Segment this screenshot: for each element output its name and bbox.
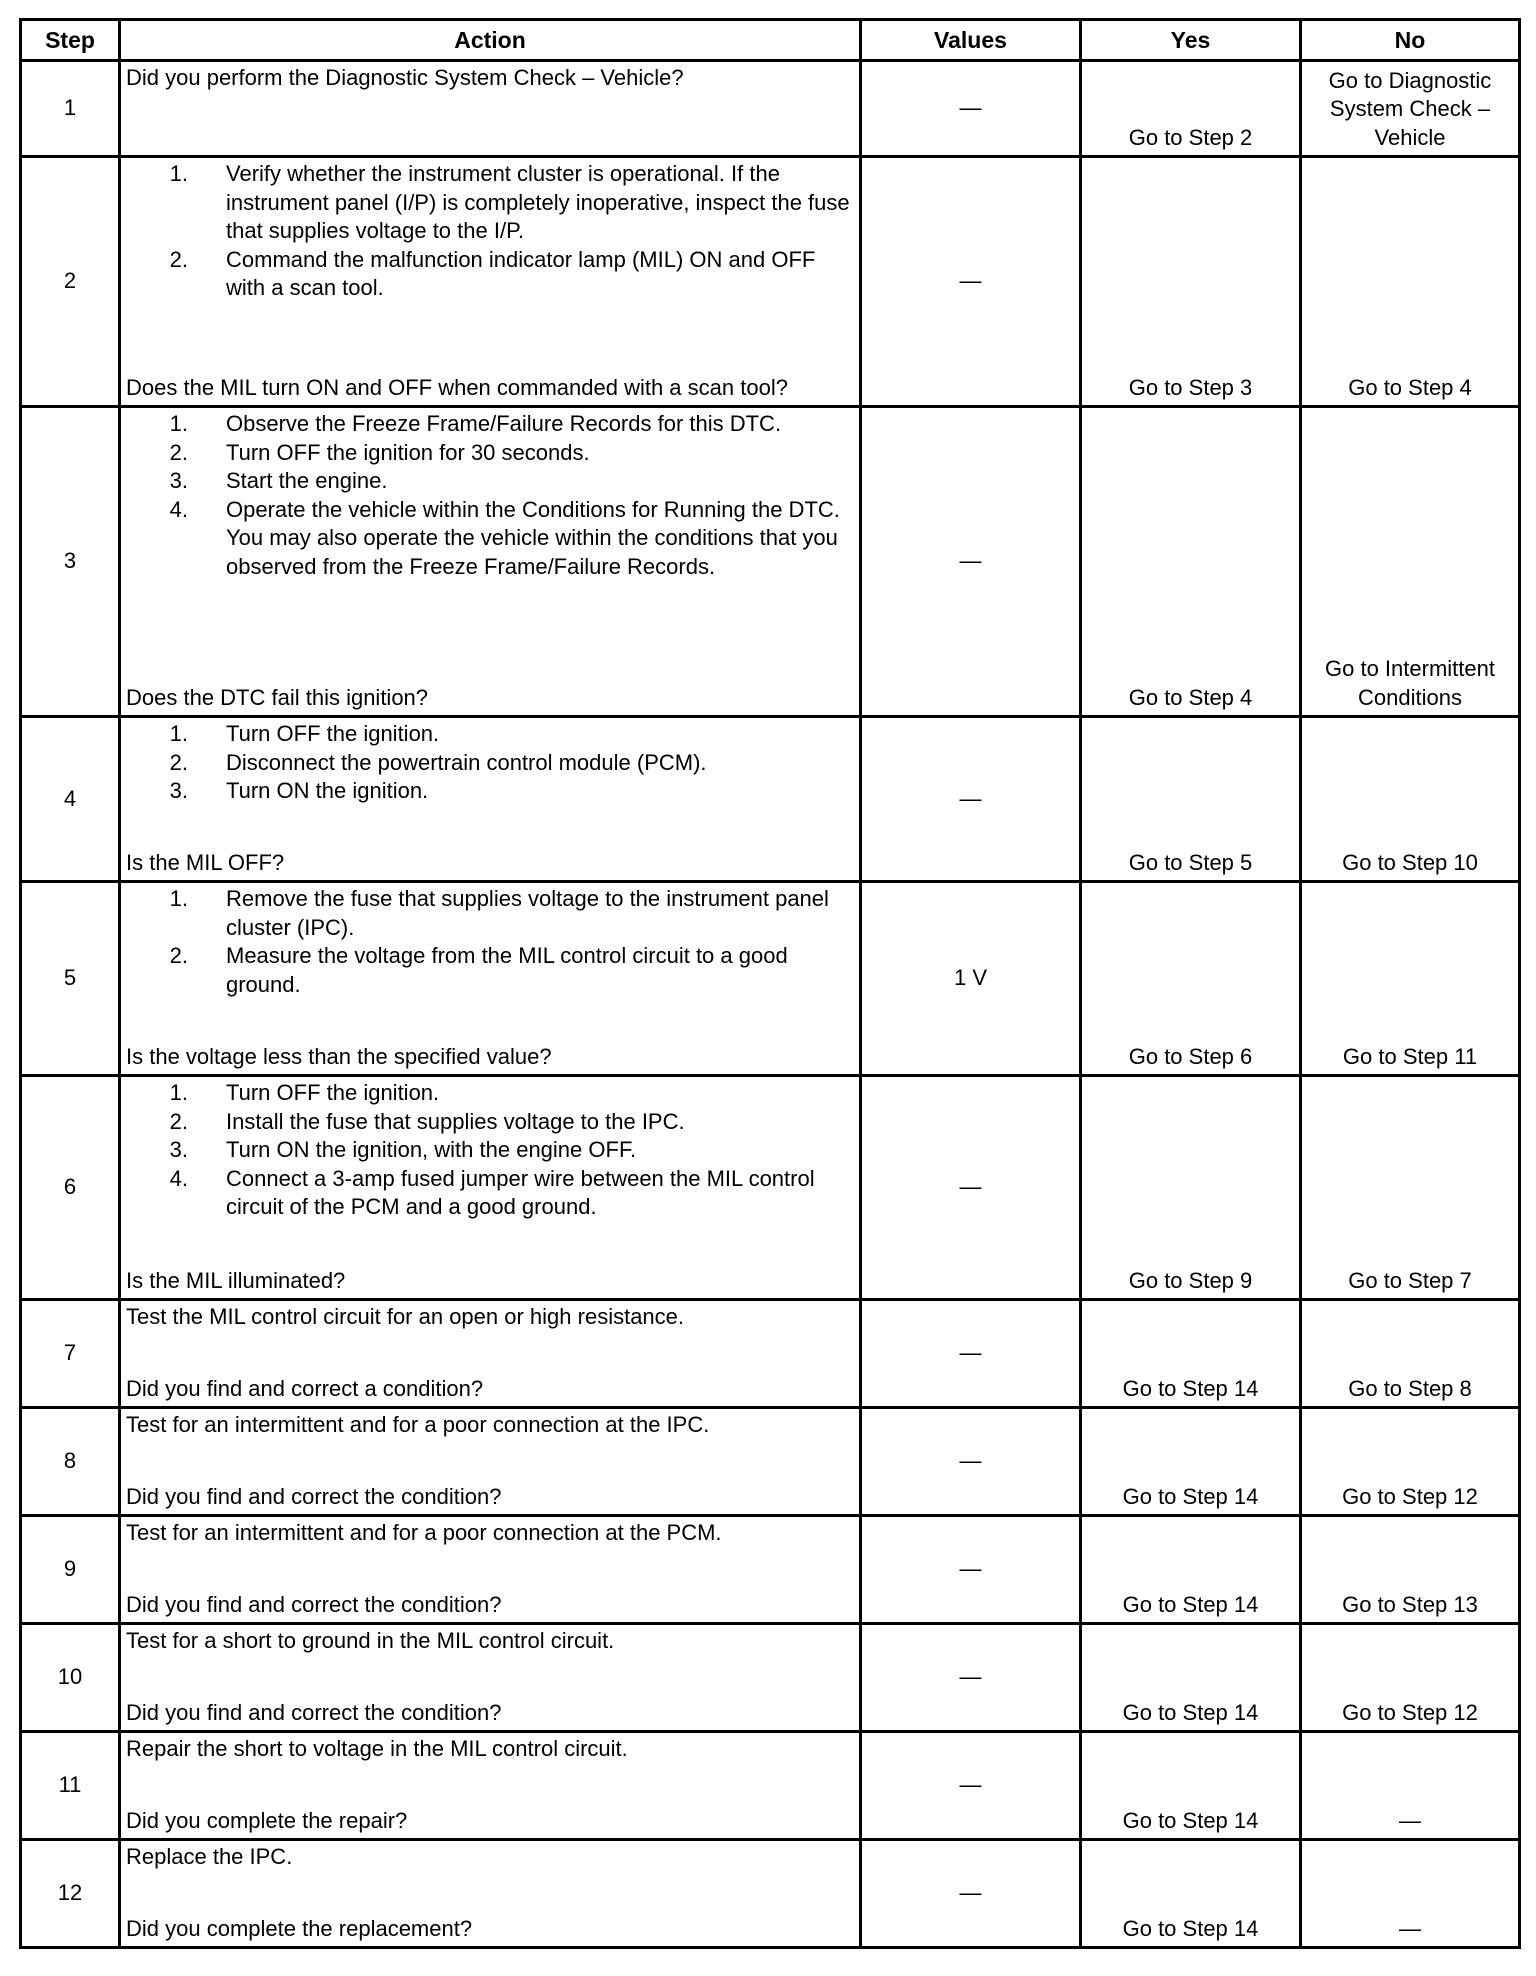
yes-cell: Go to Step 2 — [1081, 61, 1301, 157]
action-text: Test for an intermittent and for a poor connection at the PCM. — [126, 1520, 722, 1545]
action-content — [121, 1625, 859, 1730]
action-steps-list — [126, 885, 855, 999]
no-cell: Go to Step 8 — [1301, 1300, 1520, 1408]
list-item-number: 2. — [169, 1108, 188, 1134]
no-cell: Go to Step 12 — [1301, 1408, 1520, 1516]
action-content — [121, 883, 859, 1074]
value-cell: — — [861, 1300, 1081, 1408]
step-number: 12 — [21, 1840, 120, 1948]
list-item — [126, 467, 855, 496]
list-item — [126, 720, 855, 749]
value-cell: — — [861, 1516, 1081, 1624]
no-cell: Go to Diagnostic System Check – Vehicle — [1301, 61, 1520, 157]
action-question: Did you find and correct the condition? — [126, 1483, 502, 1509]
no-cell: Go to Step 10 — [1301, 717, 1520, 882]
action-question: Did you complete the repair? — [126, 1807, 408, 1833]
value-cell: — — [861, 717, 1081, 882]
action-cell — [120, 717, 861, 882]
table-row — [21, 717, 1520, 882]
action-content — [121, 1517, 859, 1622]
action-question: Did you find and correct the condition? — [126, 1591, 502, 1617]
list-item — [126, 439, 855, 468]
yes-cell: Go to Step 14 — [1081, 1516, 1301, 1624]
yes-header: Yes — [1081, 20, 1301, 61]
no-cell: Go to Step 12 — [1301, 1624, 1520, 1732]
list-item-number: 2. — [169, 749, 188, 775]
list-item-number: 3. — [169, 468, 188, 493]
step-number: 11 — [21, 1732, 120, 1840]
value-cell: — — [861, 157, 1081, 407]
table-row — [21, 61, 1520, 157]
step-number: 8 — [21, 1408, 120, 1516]
action-content — [121, 408, 859, 715]
action-content — [121, 158, 859, 405]
no-cell: Go to Step 13 — [1301, 1516, 1520, 1624]
no-cell: — — [1301, 1840, 1520, 1948]
action-cell — [120, 1300, 861, 1408]
action-body — [126, 1079, 855, 1222]
list-item-number: 1. — [169, 411, 188, 436]
action-cell — [120, 1840, 861, 1948]
action-text: Replace the IPC. — [126, 1844, 293, 1869]
action-content — [121, 1077, 859, 1298]
action-cell — [120, 1516, 861, 1624]
list-item-text: Connect a 3-amp fused jumper wire between the MIL control circuit of the PCM and a good ground. — [226, 1165, 815, 1219]
yes-cell: Go to Step 14 — [1081, 1300, 1301, 1408]
action-question: Did you find and correct a condition? — [126, 1375, 484, 1401]
yes-cell: Go to Step 14 — [1081, 1408, 1301, 1516]
action-body — [126, 1735, 855, 1764]
list-item-text: Install the fuse that supplies voltage to the IPC. — [226, 1108, 685, 1134]
header-row — [21, 20, 1520, 61]
action-text: Test for a short to ground in the MIL control circuit. — [126, 1628, 615, 1653]
step-number: 3 — [21, 407, 120, 717]
list-item-number: 2. — [169, 246, 188, 272]
action-text: Test the MIL control circuit for an open or high resistance. — [126, 1304, 685, 1329]
action-text: Did you perform the Diagnostic System Check – Vehicle? — [126, 65, 684, 90]
action-question: Does the MIL turn ON and OFF when commanded with a scan tool? — [126, 374, 788, 400]
list-item — [126, 749, 855, 778]
list-item-text: Measure the voltage from the MIL control circuit to a good ground. — [226, 943, 788, 997]
list-item — [126, 1165, 855, 1222]
action-cell — [120, 1076, 861, 1300]
list-item-text: Remove the fuse that supplies voltage to the instrument panel cluster (IPC). — [226, 886, 829, 940]
action-cell — [120, 407, 861, 717]
action-body — [126, 160, 855, 303]
action-body — [126, 1411, 855, 1440]
table-row — [21, 1840, 1520, 1948]
list-item-text: Turn ON the ignition, with the engine OFF. — [226, 1137, 637, 1162]
no-cell: Go to Step 4 — [1301, 157, 1520, 407]
action-body — [126, 1627, 855, 1656]
list-item — [126, 160, 855, 246]
no-cell: Go to Intermittent Conditions — [1301, 407, 1520, 717]
no-header: No — [1301, 20, 1520, 61]
list-item-text: Turn ON the ignition. — [226, 778, 429, 803]
step-number: 4 — [21, 717, 120, 882]
action-steps-list — [126, 720, 855, 806]
action-body — [126, 1519, 855, 1548]
action-question: Is the MIL illuminated? — [126, 1267, 346, 1293]
action-content — [121, 1409, 859, 1514]
action-content — [121, 1733, 859, 1838]
value-cell: — — [861, 1408, 1081, 1516]
list-item-text: Verify whether the instrument cluster is operational. If the instrument panel (I/P) is completely inoperative, inspect the fuse that supplies voltage to the I/P. — [226, 161, 850, 243]
step-number: 7 — [21, 1300, 120, 1408]
action-question: Did you find and correct the condition? — [126, 1699, 502, 1725]
yes-cell: Go to Step 6 — [1081, 882, 1301, 1076]
table-row — [21, 882, 1520, 1076]
diagnostic-table — [19, 18, 1521, 1949]
table-row — [21, 1732, 1520, 1840]
step-number: 10 — [21, 1624, 120, 1732]
yes-cell: Go to Step 14 — [1081, 1624, 1301, 1732]
value-cell: 1 V — [861, 882, 1081, 1076]
list-item — [126, 1079, 855, 1108]
value-cell: — — [861, 1624, 1081, 1732]
list-item-number: 2. — [169, 943, 188, 968]
table-row — [21, 157, 1520, 407]
table-row — [21, 1408, 1520, 1516]
value-cell: — — [861, 407, 1081, 717]
list-item — [126, 496, 855, 582]
action-body — [126, 720, 855, 806]
yes-cell: Go to Step 5 — [1081, 717, 1301, 882]
step-header: Step — [21, 20, 120, 61]
value-cell: — — [861, 1732, 1081, 1840]
action-content — [121, 718, 859, 880]
action-cell — [120, 1732, 861, 1840]
table-row — [21, 1516, 1520, 1624]
list-item-text: Start the engine. — [226, 468, 388, 493]
action-question: Does the DTC fail this ignition? — [126, 684, 429, 710]
no-cell: — — [1301, 1732, 1520, 1840]
list-item-number: 4. — [169, 496, 188, 522]
action-content — [121, 1841, 859, 1946]
list-item — [126, 410, 855, 439]
list-item-number: 3. — [169, 778, 188, 803]
yes-cell: Go to Step 14 — [1081, 1732, 1301, 1840]
action-question: Is the voltage less than the specified value? — [126, 1043, 552, 1069]
table-row — [21, 407, 1520, 717]
list-item — [126, 246, 855, 303]
action-cell — [120, 1408, 861, 1516]
list-item-number: 4. — [169, 1165, 188, 1191]
step-number: 1 — [21, 61, 120, 157]
action-steps-list — [126, 410, 855, 581]
list-item-number: 2. — [169, 439, 188, 465]
list-item-text: Operate the vehicle within the Conditions for Running the DTC. You may also operate the vehicle within the conditions that you observed from the Freeze Frame/Failure Records. — [226, 496, 840, 579]
list-item-number: 1. — [169, 1080, 188, 1105]
list-item — [126, 777, 855, 806]
list-item-text: Command the malfunction indicator lamp (MIL) ON and OFF with a scan tool. — [226, 246, 816, 300]
action-body — [126, 410, 855, 581]
yes-cell: Go to Step 9 — [1081, 1076, 1301, 1300]
value-cell: — — [861, 61, 1081, 157]
action-question: Did you complete the replacement? — [126, 1915, 473, 1941]
list-item-text: Turn OFF the ignition. — [226, 721, 440, 746]
value-cell: — — [861, 1076, 1081, 1300]
action-content — [121, 62, 859, 155]
step-number: 9 — [21, 1516, 120, 1624]
action-content — [121, 1301, 859, 1406]
list-item-text: Turn OFF the ignition. — [226, 1080, 440, 1105]
value-cell: — — [861, 1840, 1081, 1948]
action-cell — [120, 882, 861, 1076]
list-item — [126, 1108, 855, 1137]
list-item-text: Observe the Freeze Frame/Failure Records for this DTC. — [226, 411, 782, 436]
action-header: Action — [120, 20, 861, 61]
action-steps-list — [126, 1079, 855, 1222]
action-steps-list — [126, 160, 855, 303]
list-item — [126, 942, 855, 999]
table-row — [21, 1076, 1520, 1300]
action-cell — [120, 157, 861, 407]
action-body — [126, 64, 855, 93]
list-item-text: Turn OFF the ignition for 30 seconds. — [226, 439, 590, 465]
list-item-number: 1. — [169, 886, 188, 911]
step-number: 6 — [21, 1076, 120, 1300]
list-item-text: Disconnect the powertrain control module (PCM). — [226, 749, 707, 775]
action-question: Is the MIL OFF? — [126, 849, 285, 875]
action-body — [126, 1303, 855, 1332]
step-number: 5 — [21, 882, 120, 1076]
no-cell: Go to Step 7 — [1301, 1076, 1520, 1300]
action-body — [126, 885, 855, 999]
list-item-number: 1. — [169, 161, 188, 186]
no-cell: Go to Step 11 — [1301, 882, 1520, 1076]
yes-cell: Go to Step 4 — [1081, 407, 1301, 717]
yes-cell: Go to Step 14 — [1081, 1840, 1301, 1948]
action-text: Repair the short to voltage in the MIL control circuit. — [126, 1736, 628, 1761]
table-row — [21, 1300, 1520, 1408]
yes-cell: Go to Step 3 — [1081, 157, 1301, 407]
action-text: Test for an intermittent and for a poor connection at the IPC. — [126, 1412, 710, 1437]
values-header: Values — [861, 20, 1081, 61]
step-number: 2 — [21, 157, 120, 407]
list-item-number: 1. — [169, 721, 188, 746]
action-cell — [120, 61, 861, 157]
table-row — [21, 1624, 1520, 1732]
list-item — [126, 885, 855, 942]
list-item-number: 3. — [169, 1137, 188, 1162]
action-body — [126, 1843, 855, 1872]
action-cell — [120, 1624, 861, 1732]
list-item — [126, 1136, 855, 1165]
